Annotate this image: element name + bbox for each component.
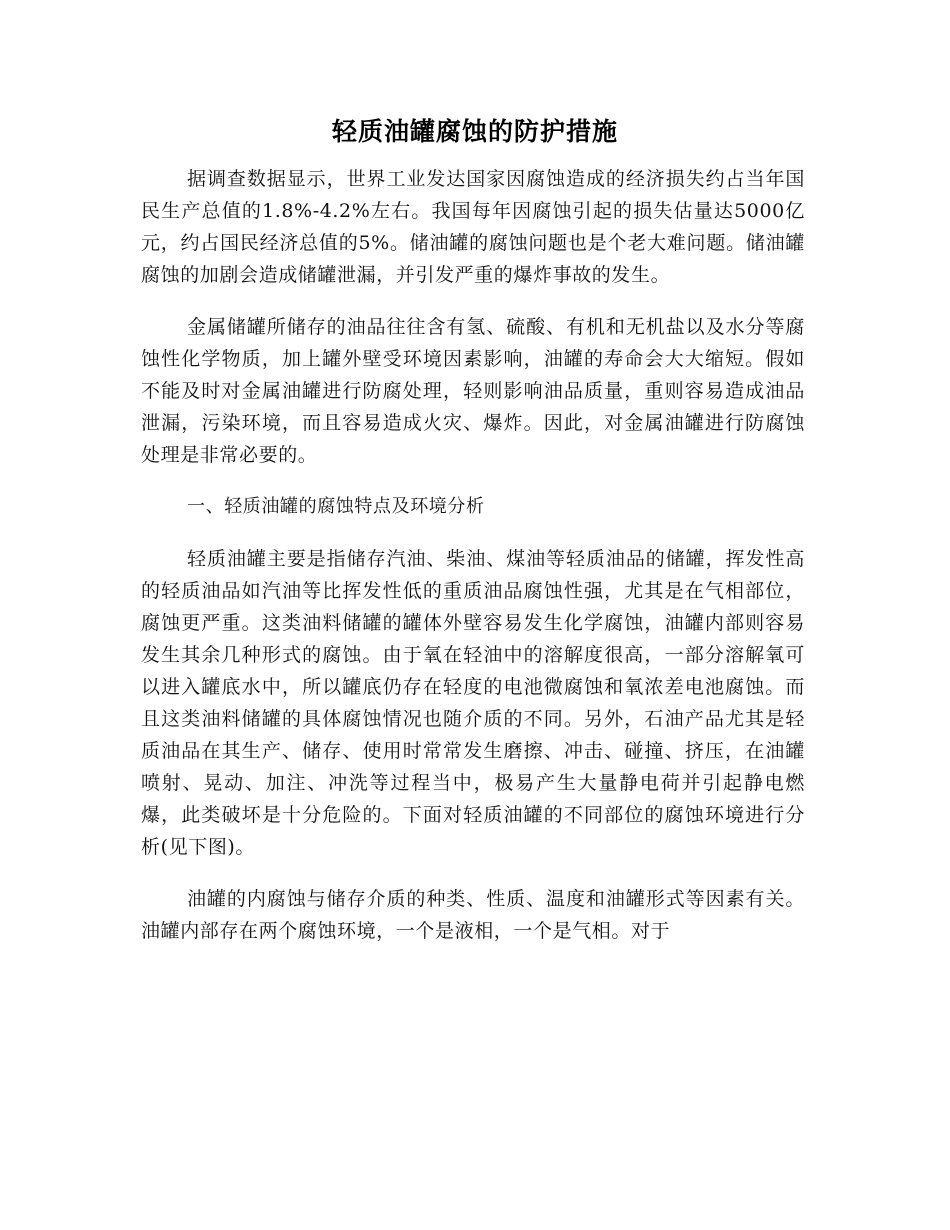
section-heading: 一、轻质油罐的腐蚀特点及环境分析: [187, 496, 485, 517]
paragraph-internal-corrosion: 油罐的内腐蚀与储存介质的种类、性质、温度和油罐形式等因素有关。油罐内部存在两个腐蚀环境，一个是液相，一个是气相。对于: [141, 888, 805, 942]
document-body: [141, 163, 805, 947]
paragraph-intro: 据调查数据显示，世界工业发达国家因腐蚀造成的经济损失约占当年国民生产总值的1.8%-4.2%左右。我国每年因腐蚀引起的损失估量达5000亿元，约占国民经济总值的5%。储油罐的腐蚀问题也是个老大难问题。储油罐腐蚀的加剧会造成储罐泄漏，并引发严重的爆炸事故的发生。: [141, 168, 805, 286]
paragraph-metal-tanks: 金属储罐所储存的油品往往含有氢、硫酸、有机和无机盐以及水分等腐蚀性化学物质，加上罐外壁受环境因素影响，油罐的寿命会大大缩短。假如不能及时对金属油罐进行防腐处理，轻则影响油品质量，重则容易造成油品泄漏，污染环境，而且容易造成火灾、爆炸。因此，对金属油罐进行防腐蚀处理是非常必要的。: [141, 316, 805, 466]
document-title: 轻质油罐腐蚀的防护措施: [331, 117, 618, 146]
paragraph-light-oil-tanks: 轻质油罐主要是指储存汽油、柴油、煤油等轻质油品的储罐，挥发性高的轻质油品如汽油等比挥发性低的重质油品腐蚀性强，尤其是在气相部位，腐蚀更严重。这类油料储罐的罐体外壁容易发生化学腐蚀，油罐内部则容易发生其余几种形式的腐蚀。由于氧在轻油中的溶解度很高，一部分溶解氧可以进入罐底水中，所以罐底仍存在轻度的电池微腐蚀和氧浓差电池腐蚀。而且这类油料储罐的具体腐蚀情况也随介质的不同。另外，石油产品尤其是轻质油品在其生产、储存、使用时常常发生磨擦、冲击、碰撞、挤压，在油罐喷射、晃动、加注、冲洗等过程当中，极易产生大量静电荷并引起静电燃爆，此类破坏是十分危险的。下面对轻质油罐的不同部位的腐蚀环境进行分析(见下图)。: [141, 548, 805, 858]
